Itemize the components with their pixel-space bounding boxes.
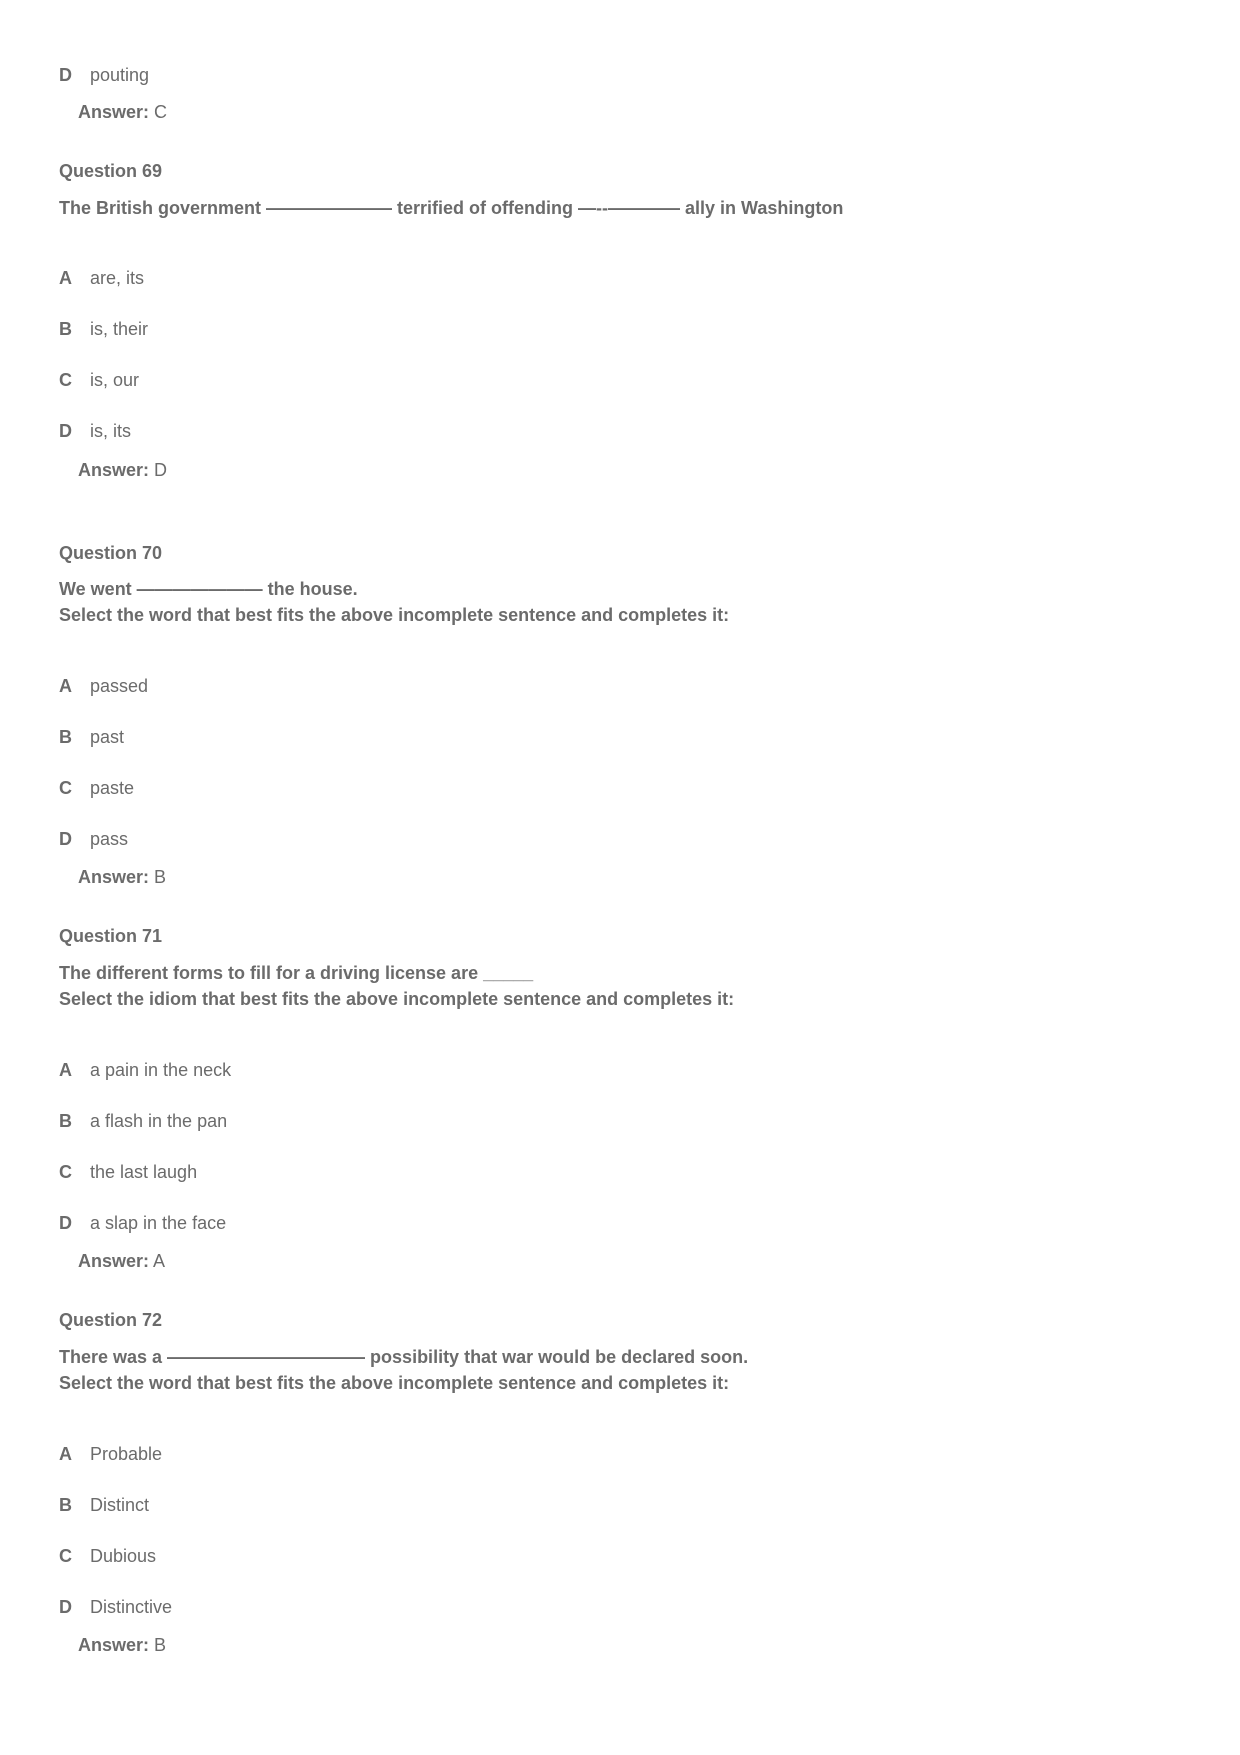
q71-option-a (59, 1058, 231, 1082)
option-text: is, our (90, 370, 140, 390)
option-text: a slap in the face (90, 1213, 227, 1233)
option-letter: C (59, 1546, 72, 1566)
option-text: are, its (90, 268, 145, 288)
q71-option-b (59, 1109, 227, 1133)
q69-option-d (59, 419, 131, 443)
option-text: is, their (90, 319, 149, 339)
q71-option-c (59, 1160, 197, 1184)
option-letter: C (59, 1162, 72, 1182)
q72-option-b (59, 1493, 149, 1517)
option-text: Distinctive (90, 1597, 173, 1617)
option-letter: A (59, 1060, 72, 1080)
q70-option-a (59, 674, 148, 698)
option-letter: A (59, 676, 72, 696)
q72-text-line1: There was a ——————————— possibility that war would be declared soon. (59, 1347, 749, 1367)
option-letter: C (59, 370, 72, 390)
answer-value: C (154, 102, 168, 122)
q72-option-d (59, 1595, 172, 1619)
q72-text-line2: Select the word that best fits the above incomplete sentence and completes it: (59, 1373, 730, 1393)
q72-title: Question 72 (59, 1310, 163, 1330)
option-text: Probable (90, 1444, 163, 1464)
q71-option-d (59, 1211, 226, 1235)
q71-text-line2: Select the idiom that best fits the above incomplete sentence and completes it: (59, 989, 735, 1009)
option-letter: B (59, 319, 72, 339)
option-text: Dubious (90, 1546, 157, 1566)
option-text: pass (90, 829, 129, 849)
q70-option-d (59, 827, 128, 851)
option-text: a flash in the pan (90, 1111, 228, 1131)
q72-option-c (59, 1544, 156, 1568)
q69-title: Question 69 (59, 161, 163, 181)
q68-answer (78, 101, 167, 123)
answer-label: Answer: (78, 867, 150, 887)
q71-title: Question 71 (59, 926, 163, 946)
q68-option-d (59, 63, 149, 87)
option-text: the last laugh (90, 1162, 198, 1182)
q69-option-b (59, 317, 148, 341)
answer-label: Answer: (78, 1251, 150, 1271)
option-letter: B (59, 1495, 72, 1515)
answer-value: B (154, 867, 167, 887)
option-text: passed (90, 676, 149, 696)
q69-answer (78, 459, 167, 481)
option-text: past (90, 727, 125, 747)
option-letter: A (59, 268, 72, 288)
option-text: Distinct (90, 1495, 150, 1515)
q69-text: The British government ——————— terrified of offending —--———— ally in Washington (59, 198, 844, 218)
option-letter: D (59, 1597, 72, 1617)
q72-option-a (59, 1442, 162, 1466)
option-letter: B (59, 1111, 72, 1131)
option-letter: C (59, 778, 72, 798)
answer-value: D (154, 460, 168, 480)
option-letter: D (59, 829, 72, 849)
q69-option-a (59, 266, 144, 290)
q70-text-line1: We went ——————— the house. (59, 579, 358, 599)
q70-title: Question 70 (59, 543, 163, 563)
q70-option-b (59, 725, 124, 749)
q71-text-line1: The different forms to fill for a driving license are _____ (59, 963, 534, 983)
q70-answer (78, 866, 166, 888)
answer-value: B (154, 1635, 167, 1655)
option-letter: A (59, 1444, 72, 1464)
answer-label: Answer: (78, 460, 150, 480)
q69-option-c (59, 368, 139, 392)
q71-answer (78, 1250, 165, 1272)
option-text: is, its (90, 421, 132, 441)
option-letter: B (59, 727, 72, 747)
answer-value: A (153, 1251, 166, 1271)
option-text: paste (90, 778, 135, 798)
q72-answer (78, 1634, 166, 1656)
option-text: pouting (90, 65, 150, 85)
answer-label: Answer: (78, 102, 150, 122)
option-text: a pain in the neck (90, 1060, 232, 1080)
option-letter: D (59, 1213, 72, 1233)
q70-text-line2: Select the word that best fits the above incomplete sentence and completes it: (59, 605, 730, 625)
option-letter: D (59, 421, 72, 441)
q70-option-c (59, 776, 134, 800)
answer-label: Answer: (78, 1635, 150, 1655)
option-letter: D (59, 65, 72, 85)
